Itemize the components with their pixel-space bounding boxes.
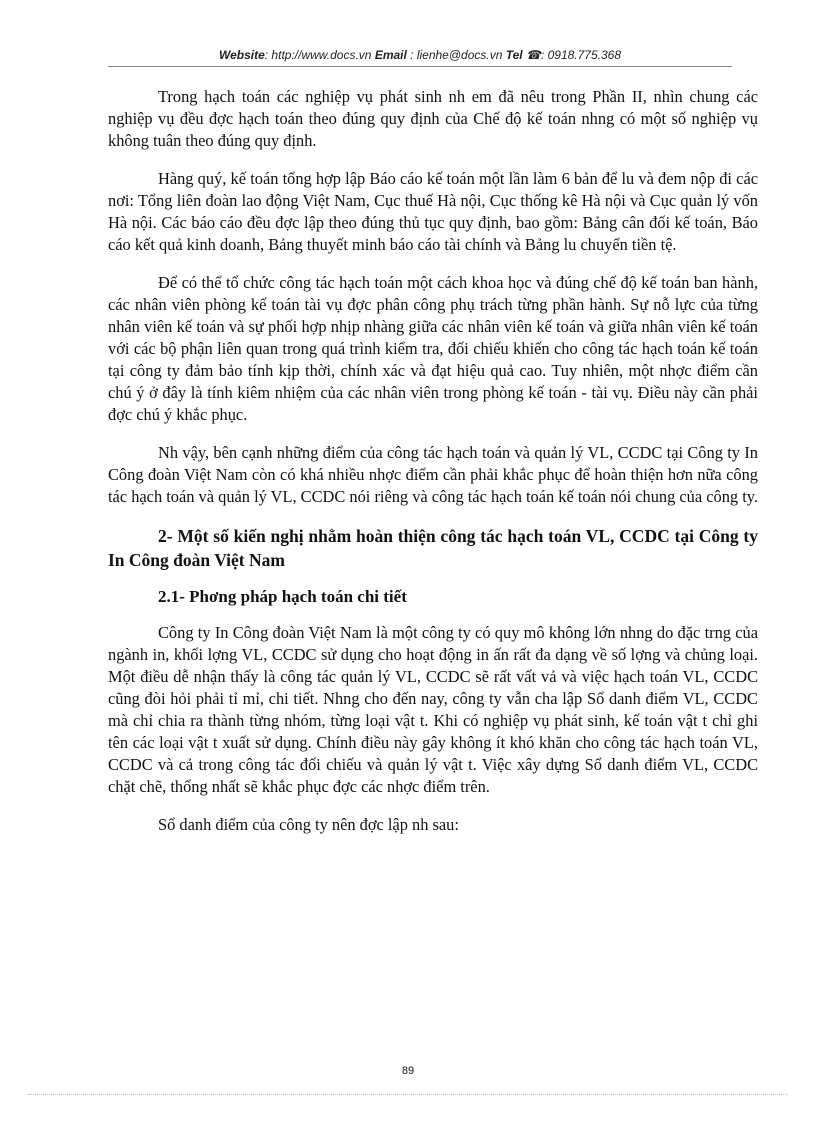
page-number: 89 <box>401 1065 415 1077</box>
tel-label: Tel <box>505 48 523 62</box>
paragraph: Trong hạch toán các nghiệp vụ phát sinh nh em đã nêu trong Phần II, nhìn chung các nghiệp vụ đều đợc hạch toán theo đúng quy định của Chế độ kế toán nhng có một số nghiệp vụ không tuân theo đúng quy định. <box>108 87 758 150</box>
website-label: Website <box>218 48 265 62</box>
page-header <box>108 48 732 62</box>
phone-icon: ☎ <box>525 48 541 62</box>
tel-value: : 0918.775.368 <box>540 48 622 62</box>
paragraph: Sổ danh điểm của công ty nên đợc lập nh sau: <box>158 815 459 834</box>
footer-divider <box>28 1094 788 1095</box>
subsection-heading: 2.1- Phơng pháp hạch toán chi tiết <box>158 587 407 606</box>
paragraph: Để có thể tổ chức công tác hạch toán một cách khoa học và đúng chế độ kế toán ban hành, các nhân viên phòng kế toán tài vụ đợc phân công phụ trách từng phần hành. Sự nỗ lực của từng nhân viên kế toán và sự phối hợp nhịp nhàng giữa các nhân viên kế toán và giữa nhân viên kế toán với các bộ phận liên quan trong quá trình kiểm tra, đối chiếu khiến cho công tác hạch toán kế toán tại công ty đảm bảo tính kịp thời, chính xác và đạt hiệu quả cao. Tuy nhiên, một nhợc điểm cần chú ý ở đây là tính kiêm nhiệm của các nhân viên trong phòng kế toán - tài vụ. Điều này cần phải đợc chú ý khắc phục. <box>108 273 758 424</box>
section-heading: 2- Một số kiến nghị nhằm hoàn thiện công tác hạch toán VL, CCDC tại Công ty In Công đoàn Việt Nam <box>108 526 758 570</box>
paragraph: Công ty In Công đoàn Việt Nam là một công ty có quy mô không lớn nhng do đặc trng của ngành in, khối lợng VL, CCDC sử dụng cho hoạt động in ấn rất đa dạng về số lợng và chủng loại. Một điều dễ nhận thấy là công tác quản lý VL, CCDC sẽ rất vất vả và việc hạch toán VL, CCDC cũng đòi hỏi phải tỉ mỉ, chi tiết. Nhng cho đến nay, công ty vẫn cha lập Sổ danh điểm VL, CCDC mà chỉ chia ra thành từng nhóm, từng loại vật t. Khi có nghiệp vụ phát sinh, kế toán vật t chỉ ghi tên các loại vật t xuất sử dụng. Chính điều này gây không ít khó khăn cho công tác hạch toán VL, CCDC và cả trong công tác đối chiếu và quản lý vật t. Việc xây dựng Sổ danh điểm VL, CCDC chặt chẽ, thống nhất sẽ khắc phục đợc các nhợc điểm trên. <box>108 623 758 796</box>
document-body <box>108 86 758 852</box>
email-value: : lienhe@docs.vn <box>406 48 506 62</box>
paragraph: Nh vậy, bên cạnh những điểm của công tác hạch toán và quản lý VL, CCDC tại Công ty In Công đoàn Việt Nam còn có khá nhiều nhợc điểm cần phải khắc phục để hoàn thiện hơn nữa công tác hạch toán và quản lý VL, CCDC nói riêng và công tác hạch toán kế toán nói chung của công ty. <box>108 443 758 506</box>
paragraph: Hàng quý, kế toán tổng hợp lập Báo cáo kế toán một lần làm 6 bản để lu và đem nộp đi các nơi: Tổng liên đoàn lao động Việt Nam, Cục thuế Hà nội, Cục thống kê Hà nội và Cục quản lý vốn Hà nội. Các báo cáo đều đợc lập theo đúng thủ tục quy định, bao gồm: Bảng cân đối kế toán, Báo cáo kết quả kinh doanh, Bảng thuyết minh báo cáo tài chính và Bảng lu chuyển tiền tệ. <box>108 169 758 254</box>
email-label: Email <box>374 48 407 62</box>
website-value: : http://www.docs.vn <box>264 48 375 62</box>
header-divider <box>108 66 732 67</box>
